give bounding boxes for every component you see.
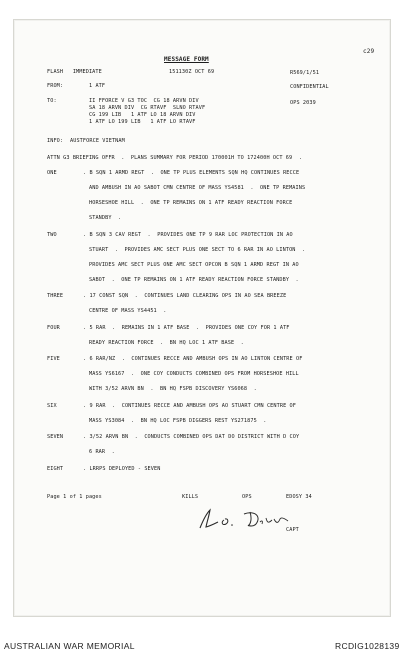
to-line: II FFORCE V G3 TOC CG 18 ARVN DIV (89, 98, 199, 104)
paragraph-line: AND AMBUSH IN AO SABOT CMN CENTRE OF MASS YS4581 . ONE TP REMAINS (89, 185, 306, 191)
signature-text: L.G. Dixon (254, 533, 261, 534)
paragraph-line: CENTRE OF MASS YS4451 . (89, 308, 167, 314)
paragraph-line: . 5 RAR . REMAINS IN 1 ATF BASE . PROVIDES ONE COY FOR 1 ATF (83, 325, 290, 331)
archive-id: RCDIG1028139 (335, 641, 400, 651)
to-line: 1 ATF LO 199 LIB 1 ATF LO RTAVF (89, 119, 196, 125)
paragraph-line: STANDBY . (89, 215, 122, 221)
paragraph-line: . 9 RAR . CONTINUES RECCE AND AMBUSH OPS AO STUART CMN CENTRE OF (83, 403, 296, 409)
message-form-page (13, 19, 391, 617)
paragraph-line: . 6 RAR/NZ . CONTINUES RECCE AND AMBUSH OPS IN AO LINTON CENTRE OF (83, 356, 303, 362)
paragraph-line: . 3/52 ARVN BN . CONDUCTS COMBINED OPS DAT DO DISTRICT WITH D COY (83, 434, 300, 440)
paragraph-line: MASS YS3084 . BN HQ LOC FSPB DIGGERS REST YS271875 . (89, 418, 267, 424)
to-line: SA 18 ARVN DIV CG RTAVF SLNO RTAVF (89, 105, 206, 111)
paragraph-line: . B SQN 1 ARMD REGT . ONE TP PLUS ELEMENTS SQN HQ CONTINUES RECCE (83, 170, 300, 176)
archive-caption: AUSTRALIAN WAR MEMORIAL (4, 641, 135, 651)
signatory-rank: CAPT (286, 527, 299, 533)
info-label: INFO: (47, 138, 64, 144)
precedence: FLASH IMMEDIATE (47, 69, 102, 75)
paragraph-label: ONE (47, 170, 57, 176)
paragraph-label: TWO (47, 232, 57, 238)
kills-label: KILLS (182, 494, 199, 500)
paragraph-line: . B SQN 3 CAV REGT . PROVIDES ONE TP 9 RAR LOC PROTECTION IN AO (83, 232, 293, 238)
ops-number: OPS 2039 (290, 100, 316, 106)
extension: EDOSY 34 (286, 494, 312, 500)
paragraph-label: SIX (47, 403, 57, 409)
paragraph-line: . LRRPS DEPLOYED - SEVEN (83, 466, 161, 472)
paragraph-line: . 17 CONST SQN . CONTINUES LAND CLEARING OPS IN AO SEA BREEZE (83, 293, 287, 299)
paragraph-line: HORSESHOE HILL . ONE TP REMAINS ON 1 ATF READY REACTION FORCE (89, 200, 293, 206)
to-label: TO: (47, 98, 57, 104)
to-line: CG 199 LIB 1 ATF LO 18 ARVN DIV (89, 112, 196, 118)
reference-number: R569/1/51 (290, 70, 320, 76)
paragraph-label: THREE (47, 293, 64, 299)
paragraph-line: PROVIDES AMC SECT PLUS ONE AMC SECT OPCON B SQN 1 ARMD REGT IN AO (89, 262, 299, 268)
form-title: MESSAGE FORM (164, 56, 209, 63)
paragraph-label: FOUR (47, 325, 60, 331)
ops-label: OPS (242, 494, 252, 500)
paragraph-label: FIVE (47, 356, 60, 362)
corner-number: c29 (363, 48, 375, 55)
paragraph-line: MASS YS6167 . ONE COY CONDUCTS COMBINED OPS FROM HORSESHOE HILL (89, 371, 299, 377)
paragraph-line: SABOT . ONE TP REMAINS ON 1 ATF READY REACTION FORCE STANDBY . (89, 277, 299, 283)
info-value: AUSTFORCE VIETNAM (70, 138, 125, 144)
paragraph-line: READY REACTION FORCE . BN HQ LOC 1 ATF BASE . (89, 340, 244, 346)
paragraph-line: STUART . PROVIDES AMC SECT PLUS ONE SECT TO 6 RAR IN AO LINTON . (89, 247, 306, 253)
paragraph-line: 6 RAR . (89, 449, 115, 455)
paragraph-label: SEVEN (47, 434, 64, 440)
page-count: Page 1 of 1 pages (47, 494, 102, 500)
classification: CONFIDENTIAL (290, 84, 329, 90)
attention-line: ATTN G3 BRIEFING OFFR . PLANS SUMMARY FOR PERIOD 170001H TO 172400H OCT 69 . (47, 155, 302, 161)
signature (194, 504, 294, 534)
paragraph-line: WITH 3/52 ARVN BN . BN HQ FSPB DISCOVERY YS6068 . (89, 386, 257, 392)
from-label: FROM: (47, 83, 64, 89)
paragraph-label: EIGHT (47, 466, 64, 472)
from-value: 1 ATF (89, 83, 106, 89)
date-time-group: 151130Z OCT 69 (169, 69, 215, 75)
